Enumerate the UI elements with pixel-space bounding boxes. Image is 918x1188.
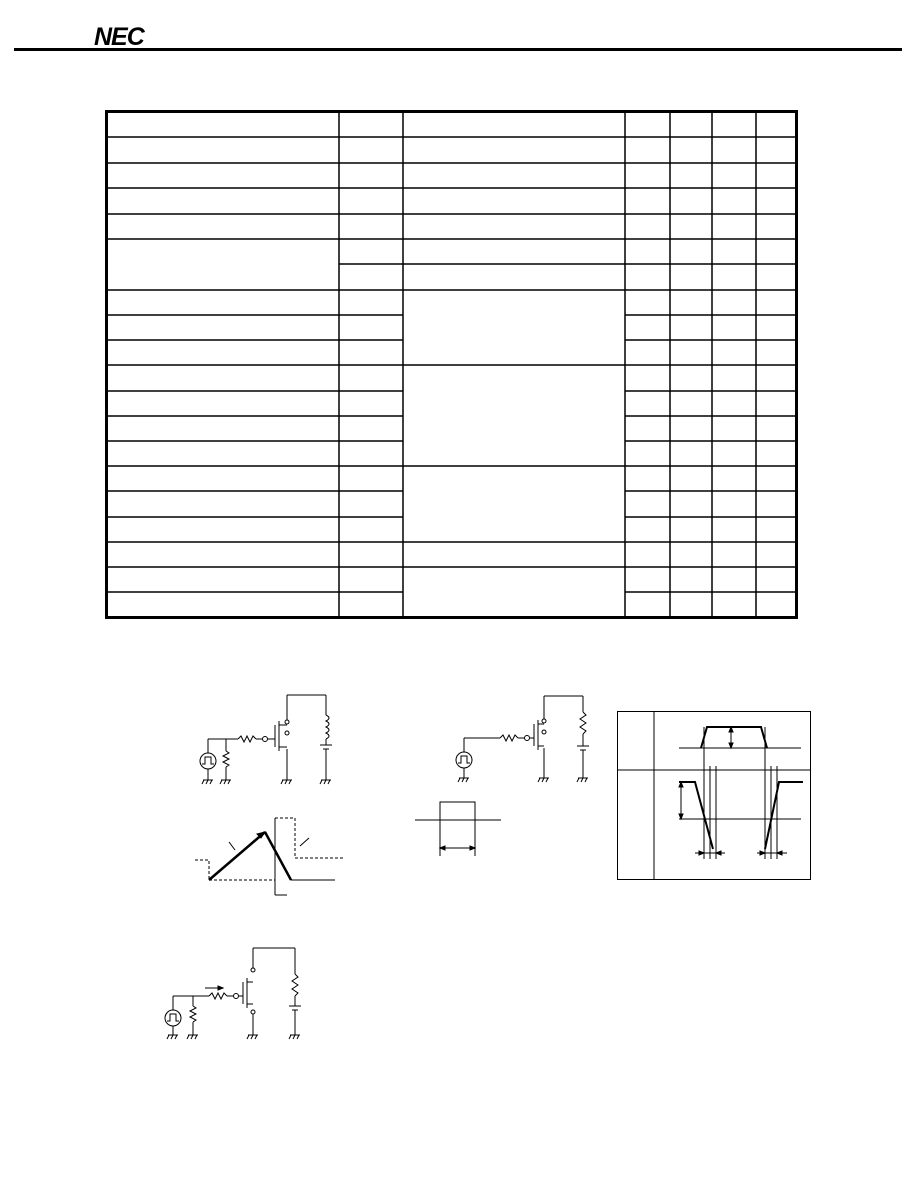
test-circuit-inductive-load [190,685,360,790]
test-circuit-gate-charge [155,940,310,1045]
input-pulse-waveform [415,798,505,860]
header-rule [14,48,902,51]
nec-logo: NEC [94,23,144,51]
test-circuit-resistive-load [448,688,598,788]
switching-time-waveforms [617,711,811,880]
electrical-characteristics-table [105,110,798,619]
avalanche-waveform [195,810,355,900]
